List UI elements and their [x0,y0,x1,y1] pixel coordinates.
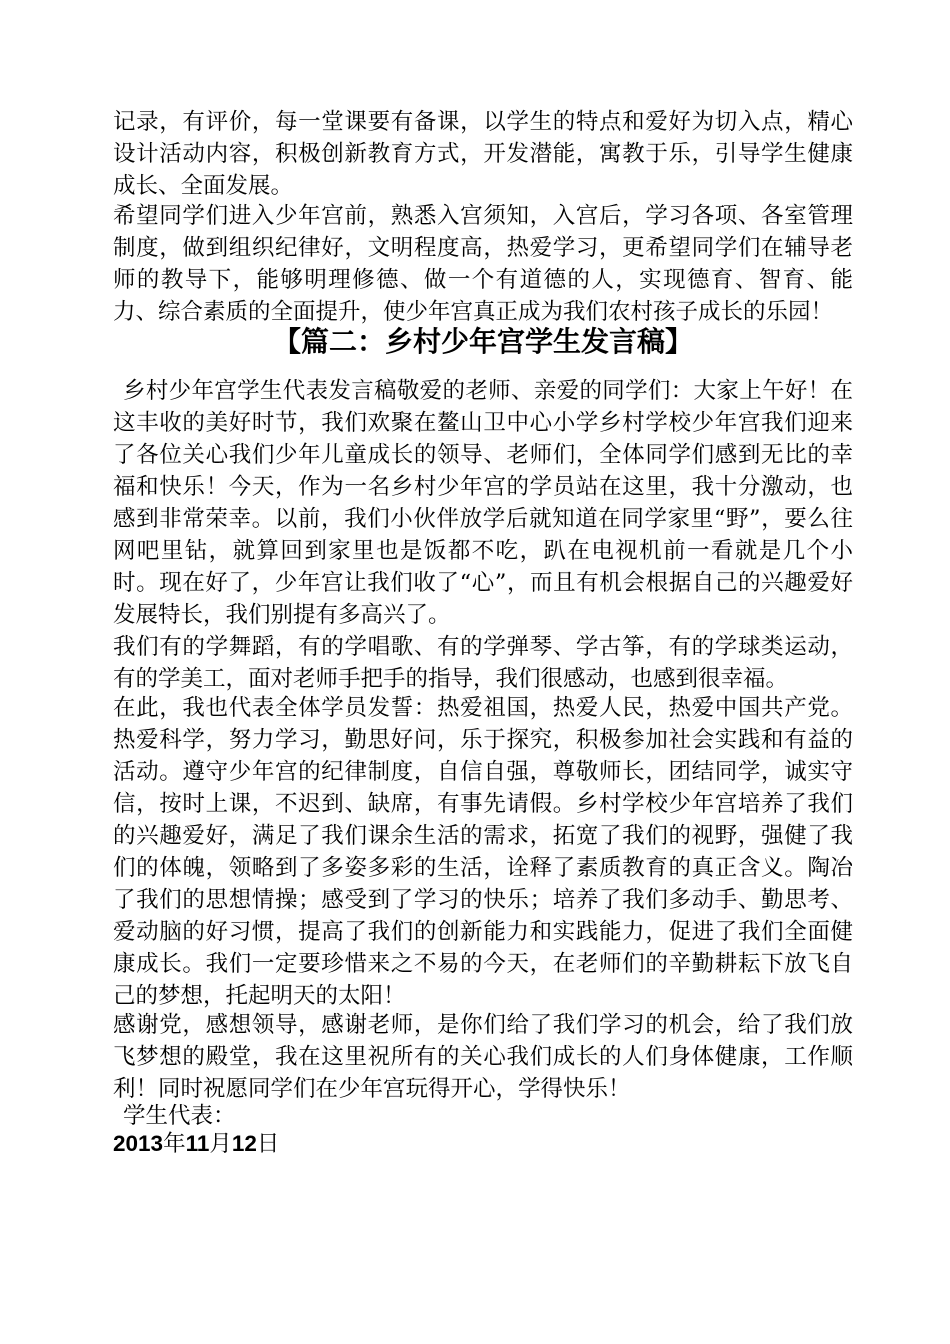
signature-line: 学生代表： [123,1103,236,1129]
section-title: 【篇二：乡村少年宫学生发言稿】 [272,325,693,358]
paragraph-speech-opening: 乡村少年宫学生代表发言稿敬爱的老师、亲爱的同学们：大家上午好！在这丰收的美好时节，我们欢聚在鳌山卫中心小学乡村学校少年宫我们迎来了各位关心我们少年儿童成长的领导、老师们，全体同学们感到无比的幸福和快乐！今天，作为一名乡村少年宫的学员站在这里，我十分激动，也感到非常荣幸。以前，我们小伙伴放学后就知道在同学家里“野”，要么往网吧里钻，就算回到家里也是饭都不吃，趴在电视机前一看就是几个小时。现在好了，少年宫让我们收了“心”，而且有机会根据自己的兴趣爱好发展特长，我们别提有多高兴了。 [113,378,853,628]
date-year-unit: 年 [163,1131,186,1157]
paragraph-activities: 我们有的学舞蹈，有的学唱歌、有的学弹琴、学古筝，有的学球类运动，有的学美工，面对老师手把手的指导，我们很感动，也感到很幸福。 [113,634,853,692]
date-day-unit: 日 [256,1131,280,1157]
date-year: 2013 [113,1131,164,1156]
date-month: 11 [185,1131,210,1156]
paragraph-teaching-records: 记录，有评价，每一堂课要有备课，以学生的特点和爱好为切入点，精心设计活动内容，积极创新教育方式，开发潜能，寓教于乐，引导学生健康成长、全面发展。 [113,109,853,199]
date-line [113,1128,279,1160]
date-month-unit: 月 [209,1131,232,1157]
paragraph-hopes-for-students: 希望同学们进入少年宫前，熟悉入宫须知，入宫后，学习各项、各室管理制度，做到组织纪律好，文明程度高，热爱学习，更希望同学们在辅导老师的教导下，能够明理修德、做一个有道德的人，实现德育、智育、能力、综合素质的全面提升，使少年宫真正成为我们农村孩子成长的乐园！ [113,203,853,325]
paragraph-pledge: 在此，我也代表全体学员发誓：热爱祖国，热爱人民，热爱中国共产党。热爱科学，努力学习，勤思好问，乐于探究，积极参加社会实践和有益的活动。遵守少年宫的纪律制度，自信自强，尊敬师长，团结同学，诚实守信，按时上课，不迟到、缺席，有事先请假。乡村学校少年宫培养了我们的兴趣爱好，满足了我们课余生活的需求，拓宽了我们的视野，强健了我们的体魄，领略到了多姿多彩的生活，诠释了素质教育的真正含义。陶冶了我们的思想情操；感受到了学习的快乐；培养了我们多动手、勤思考、爱动脑的好习惯，提高了我们的创新能力和实践能力，促进了我们全面健康成长。我们一定要珍惜来之不易的今天，在老师们的辛勤耕耘下放飞自己的梦想，托起明天的太阳！ [113,695,853,1009]
date-day: 12 [231,1131,257,1156]
paragraph-thanks: 感谢党，感想领导，感谢老师，是你们给了我们学习的机会，给了我们放飞梦想的殿堂，我在这里祝所有的关心我们成长的人们身体健康，工作顺利！同时祝愿同学们在少年宫玩得开心，学得快乐！ [113,1012,853,1102]
